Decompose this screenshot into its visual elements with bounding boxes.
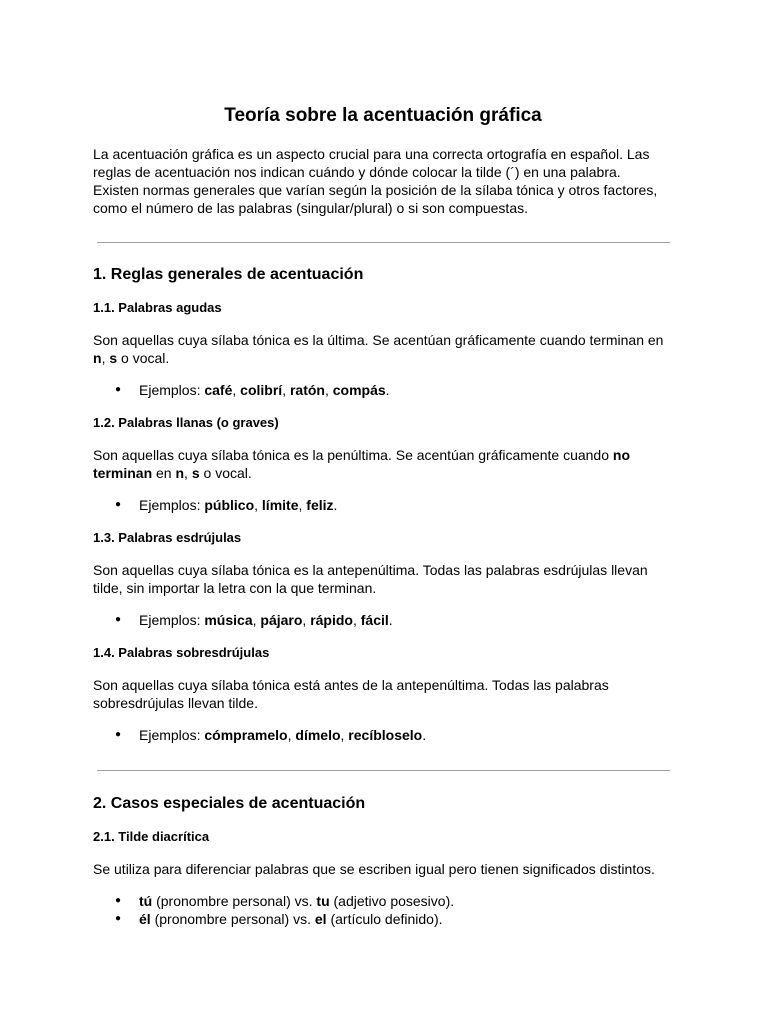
bold-letter: n <box>175 465 185 481</box>
examples-label: Ejemplos: <box>139 727 205 743</box>
list-item <box>93 892 673 910</box>
section-divider <box>97 242 670 243</box>
section-2-heading: 2. Casos especiales de acentuación <box>93 795 366 812</box>
description-text: (pronombre personal) vs. <box>150 911 315 927</box>
examples-label: Ejemplos: <box>139 612 205 628</box>
section-1-heading: 1. Reglas generales de acentuación <box>93 266 364 283</box>
subsection-diacritica-heading: 2.1. Tilde diacrítica <box>93 829 210 844</box>
subsection-sobresdrujulas-heading: 1.4. Palabras sobresdrújulas <box>93 645 270 660</box>
list-item: ● Ejemplos: cómpramelo, dímelo, recíbloselo. <box>93 726 673 744</box>
diacritica-description: Se utiliza para diferenciar palabras que se escriben igual pero tienen significados distintos. <box>93 861 655 877</box>
description-line: Son aquellas cuya sílaba tónica está antes de la antepenúltima. Todas las palabras <box>93 677 609 693</box>
example-word: límite <box>261 497 299 513</box>
description-text: o vocal. <box>199 465 252 481</box>
description-line: tilde, sin importar la letra con la que terminan. <box>93 580 377 596</box>
example-word: ratón <box>289 382 325 398</box>
example-word: café <box>204 382 233 398</box>
description-text: Son aquellas cuya sílaba tónica es la penúltima. Se acentúan gráficamente cuando <box>93 447 613 463</box>
example-word: recíbloselo <box>348 727 423 743</box>
example-word: el <box>314 911 327 927</box>
example-word: música <box>204 612 253 628</box>
example-word: colibrí <box>240 382 283 398</box>
example-word: tu <box>316 893 330 909</box>
subsection-llanas-heading: 1.2. Palabras llanas (o graves) <box>93 415 279 430</box>
description-line: sobresdrújulas llevan tilde. <box>93 695 258 711</box>
description-text: o vocal. <box>117 350 170 366</box>
diacritica-examples-list <box>93 892 673 928</box>
intro-paragraph <box>93 145 673 217</box>
esdrujulas-examples-list <box>93 611 673 629</box>
example-word: rápido <box>310 612 353 628</box>
bold-letter: s <box>109 350 118 366</box>
subsection-esdrujulas-heading: 1.3. Palabras esdrújulas <box>93 530 242 545</box>
page-title: Teoría sobre la acentuación gráfica <box>224 105 542 126</box>
examples-label: Ejemplos: <box>139 497 205 513</box>
example-word: fácil <box>360 612 389 628</box>
bold-word: terminan <box>93 465 153 481</box>
example-word: pájaro <box>260 612 303 628</box>
description-text: (adjetivo posesivo). <box>329 893 455 909</box>
list-item: ● Ejemplos: café, colibrí, ratón, compás. <box>93 381 673 399</box>
agudas-description <box>93 331 673 367</box>
description-text: (artículo definido). <box>326 911 443 927</box>
punctuation: , <box>101 350 106 366</box>
example-word: feliz <box>306 497 334 513</box>
list-item: ● Ejemplos: música, pájaro, rápido, fácil. <box>93 611 673 629</box>
subsection-agudas-heading: 1.1. Palabras agudas <box>93 300 222 315</box>
document-content <box>93 104 673 928</box>
section-divider <box>97 770 670 771</box>
intro-line: La acentuación gráfica es un aspecto crucial para una correcta ortografía en español. Las <box>93 146 650 162</box>
description-text: (pronombre personal) vs. <box>152 893 317 909</box>
example-word: cómpramelo <box>204 727 288 743</box>
example-word: dímelo <box>295 727 341 743</box>
bold-word: no <box>612 447 631 463</box>
example-word: público <box>204 497 255 513</box>
description-line: Son aquellas cuya sílaba tónica es la antepenúltima. Todas las palabras esdrújulas llevan <box>93 562 648 578</box>
description-line: Son aquellas cuya sílaba tónica es la última. Se acentúan gráficamente cuando terminan en <box>93 332 664 348</box>
llanas-description: Son aquellas cuya sílaba tónica es la penúltima. Se acentúan gráficamente cuando no terminan en n, s o vocal. <box>93 447 631 481</box>
esdrujulas-description <box>93 561 673 597</box>
description-text: en <box>152 465 176 481</box>
bold-letter: n <box>93 350 102 366</box>
intro-line: Existen normas generales que varían según la posición de la sílaba tónica y otros factores, <box>93 182 658 198</box>
list-item: ● Ejemplos: público, límite, feliz. <box>93 496 673 514</box>
agudas-examples-list <box>93 381 673 399</box>
intro-line: como el número de las palabras (singular/plural) o si son compuestas. <box>93 200 528 216</box>
sobresdrujulas-description <box>93 676 673 712</box>
description-line <box>93 349 673 367</box>
intro-line: reglas de acentuación nos indican cuándo y dónde colocar la tilde (´) en una palabra. <box>93 164 621 180</box>
list-item <box>93 910 673 928</box>
sobresdrujulas-examples-list <box>93 726 673 744</box>
example-word: él <box>139 911 151 927</box>
llanas-examples-list <box>93 496 673 514</box>
bold-letter: s <box>191 465 200 481</box>
examples-label: Ejemplos: <box>139 382 205 398</box>
example-word: compás <box>332 382 386 398</box>
example-word: tú <box>139 893 153 909</box>
